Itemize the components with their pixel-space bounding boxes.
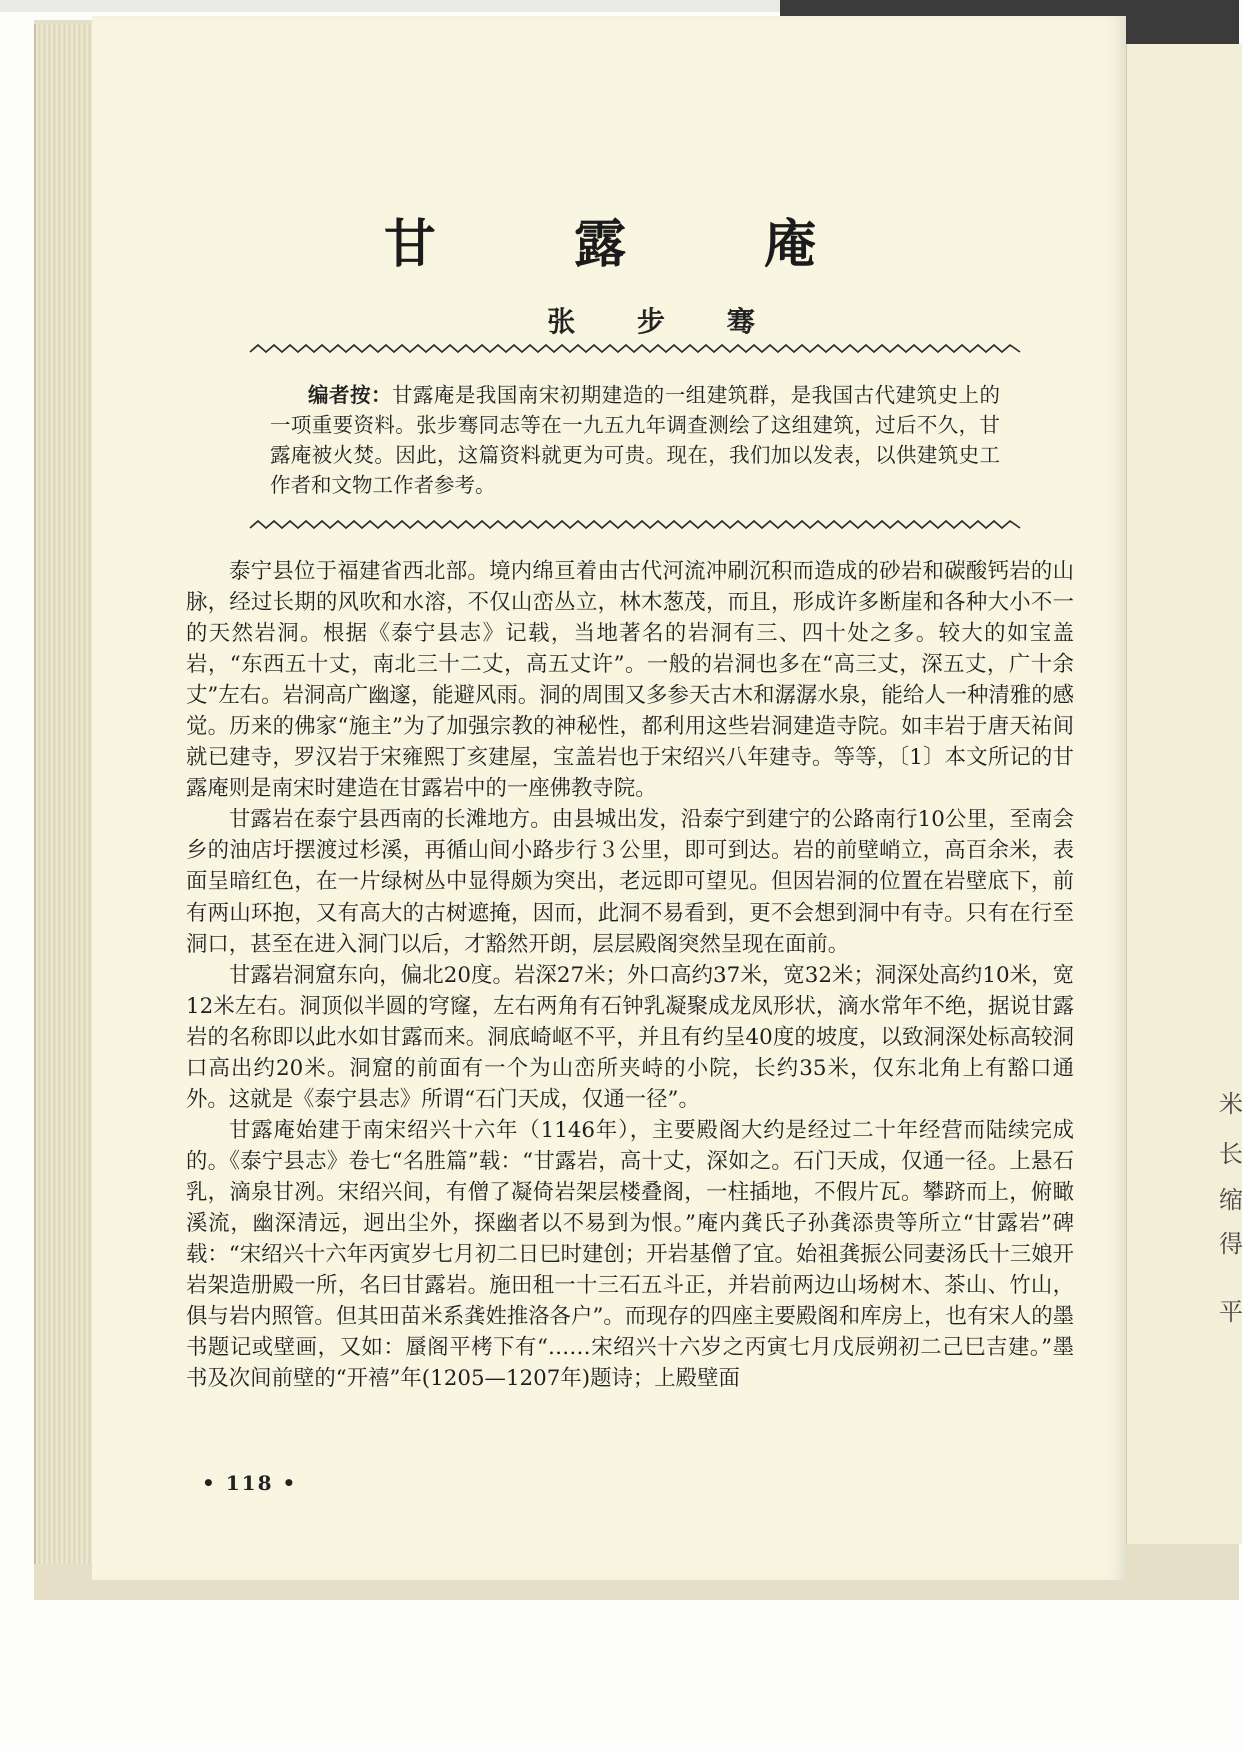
adjacent-page: [1124, 44, 1242, 1544]
body-paragraph: 甘露岩在泰宁县西南的长滩地方。由县城出发，沿泰宁到建宁的公路南行10公里，至南会乡的油店圩摆渡过杉溪，再循山间小路步行３公里，即可到达。岩的前壁峭立，高百余米，表面呈暗红色，在一片绿树丛中显得颇为突出，老远即可望见。但因岩洞的位置在岩壁底下，前有两山环抱，又有高大的古树遮掩，因而，此洞不易看到，更不会想到洞中有寺。只有在行至洞口，甚至在进入洞门以后，才豁然开朗，层层殿阁突然呈现在面前。: [186, 807, 1074, 957]
adjacent-page-glyph: 长: [1219, 1140, 1243, 1168]
body-paragraph: 甘露庵始建于南宋绍兴十六年（1146年），主要殿阁大约是经过二十年经营而陆续完成的。《泰宁县志》卷七“名胜篇”载：“甘露岩，高十丈，深如之。石门天成，仅通一径。上悬石乳，滴泉甘冽。宋绍兴间，有僧了凝倚岩架层楼叠阁，一柱插地，不假片瓦。攀跻而上，俯瞰溪流，幽深清远，迥出尘外，探幽者以不易到为恨。”庵内龚氏子孙龚添贵等所立“甘露岩”碑载：“宋绍兴十六年丙寅岁七月初二日巳时建创；开岩基僧了宜。始祖龚振公同妻汤氏十三娘开岩架造册殿一所，名曰甘露岩。施田租一十三石五斗正，并岩前两边山场树木、茶山、竹山，俱与岩内照管。但其田苗米系龚姓推洛各户”。而现存的四座主要殿阁和库房上，也有宋人的墨书题记或壁画，又如：蜃阁平栲下有“……宋绍兴十六岁之丙寅七月戊辰朔初二己巳吉建。”墨书及次间前壁的“开禧”年(1205—1207年)题诗；上殿壁面: [186, 1117, 1074, 1392]
body-paragraph: 泰宁县位于福建省西北部。境内绵亘着由古代河流冲刷沉积而造成的砂岩和碳酸钙岩的山脉，经过长期的风吹和水溶，不仅山峦丛立，林木葱茂，而且，形成许多断崖和各种大小不一的天然岩洞。根据《泰宁县志》记载，当地著名的岩洞有三、四十处之多。较大的如宝盖岩，“东西五十丈，南北三十二丈，高五丈许”。一般的岩洞也多在“高三丈，深五丈，广十余丈”左右。岩洞高广幽邃，能避风雨。洞的周围又多参天古木和潺潺水泉，能给人一种清雅的感觉。历来的佛家“施主”为了加强宗教的神秘性，都利用这些岩洞建造寺院。如丰岩于唐天祐间就已建寺，罗汉岩于宋雍熙丁亥建屋，宝盖岩也于宋绍兴八年建寺。等等，〔1〕本文所记的甘露庵则是南宋时建造在甘露岩中的一座佛教寺院。: [186, 559, 1074, 802]
adjacent-page-glyph: 缩: [1219, 1186, 1243, 1214]
book-page: [92, 16, 1126, 1580]
editor-note-text: 甘露庵是我国南宋初期建造的一组建筑群，是我国古代建筑史上的一项重要资料。张步骞同志等在一九五九年调查测绘了这组建筑，过后不久，甘露庵被火焚。因此，这篇资料就更为可贵。现在，我们加以发表，以供建筑史工作者和文物工作者参考。: [270, 383, 1000, 497]
ornamental-divider-top: [250, 342, 1020, 356]
editor-note-label: 编者按：: [308, 383, 392, 407]
adjacent-page-glyph: 米: [1219, 1090, 1243, 1118]
adjacent-page-glyph: 平: [1219, 1298, 1243, 1326]
article-author: 张 步 骞: [547, 305, 781, 338]
article-title: 甘 露 庵: [383, 214, 877, 275]
ornamental-divider-bottom: [250, 518, 1020, 532]
body-paragraph: 甘露岩洞窟东向，偏北20度。岩深27米；外口高约37米，宽32米；洞深处高约10米，宽12米左右。洞顶似半圆的穹窿，左右两角有石钟乳凝聚成龙凤形状，滴水常年不绝，据说甘露岩的名称即以此水如甘露而来。洞底崎岖不平，并且有约呈40度的坡度，以致洞深处标高较洞口高出约20米。洞窟的前面有一个为山峦所夹峙的小院，长约35米，仅东北角上有豁口通外。这就是《泰宁县志》所谓“石门天成，仅通一径”。: [186, 962, 1074, 1112]
editor-note: [270, 380, 1000, 500]
adjacent-page-glyph: 得: [1219, 1230, 1243, 1258]
page-number: • 118 •: [202, 1471, 298, 1495]
article-body: [186, 556, 1074, 1394]
